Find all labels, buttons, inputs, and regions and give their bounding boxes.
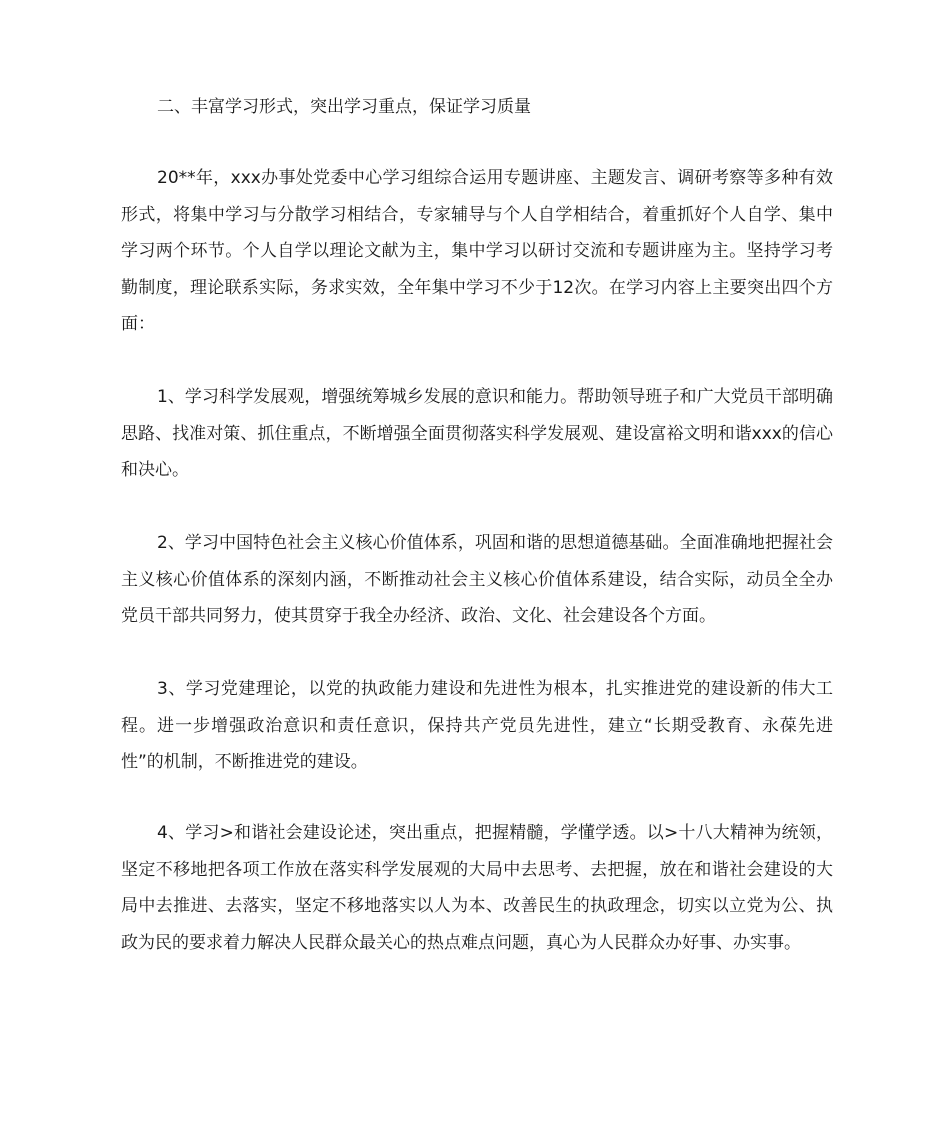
paragraph-item-4: 4、学习>和谐社会建设论述，突出重点，把握精髓，学懂学透。以>十八大精神为统领，坚定不移地把各项工作放在落实科学发展观的大局中去思考、去把握，放在和谐社会建设的大局中去推进、去落实，坚定不移地落实以人为本、改善民生的执政理念，切实以立党为公、执政为民的要求着力解决人民群众最关心的热点难点问题，真心为人民群众办好事、办实事。	[121, 823, 833, 953]
paragraph-item-3: 3、学习党建理论，以党的执政能力建设和先进性为根本，扎实推进党的建设新的伟大工程。进一步增强政治意识和责任意识，保持共产党员先进性，建立“长期受教育、永葆先进性”的机制，不断推进党的建设。	[121, 679, 833, 772]
paragraph-item-1: 1、学习科学发展观，增强统筹城乡发展的意识和能力。帮助领导班子和广大党员干部明确思路、找准对策、抓住重点，不断增强全面贯彻落实科学发展观、建设富裕文明和谐xxx的信心和决心。	[121, 387, 833, 480]
paragraph-item-2: 2、学习中国特色社会主义核心价值体系，巩固和谐的思想道德基础。全面准确地把握社会主义核心价值体系的深刻内涵，不断推动社会主义核心价值体系建设，结合实际，动员全全办党员干部共同努力，使其贯穿于我全办经济、政治、文化、社会建设各个方面。	[121, 533, 833, 626]
intro-paragraph: 20**年，xxx办事处党委中心学习组综合运用专题讲座、主题发言、调研考察等多种有效形式，将集中学习与分散学习相结合，专家辅导与个人自学相结合，着重抓好个人自学、集中学习两个环节。个人自学以理论文献为主，集中学习以研讨交流和专题讲座为主。坚持学习考勤制度，理论联系实际，务求实效，全年集中学习不少于12次。在学习内容上主要突出四个方面：	[121, 168, 833, 334]
section-heading: 二、丰富学习形式，突出学习重点，保证学习质量	[157, 97, 531, 117]
